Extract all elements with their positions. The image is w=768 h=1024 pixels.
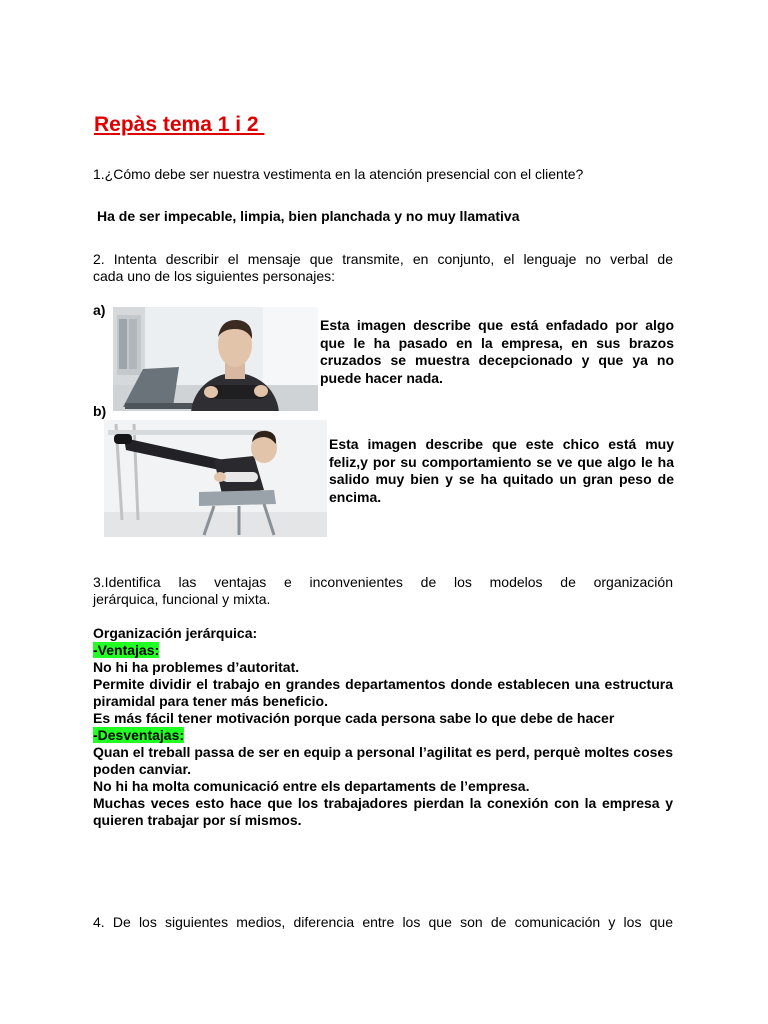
option-a-label: a) (93, 302, 106, 318)
disadvantages-label: -Desventajas: (93, 727, 185, 743)
organization-section (93, 625, 673, 829)
page-title: Repàs tema 1 i 2 (94, 113, 265, 136)
question-2-line-2: cada uno de los siguientes personajes: (93, 268, 336, 284)
question-4-line-1: 4. De los siguientes medios, diferencia entre los que son de comunicación y los que (93, 914, 673, 930)
question-1: 1.¿Cómo debe ser nuestra vestimenta en la atención presencial con el cliente? (93, 166, 584, 182)
disadvantage-item: No hi ha molta comunicació entre els departaments de l’empresa. (93, 778, 530, 794)
disadvantage-item: Quan el treball passa de ser en equip a personal l’agilitat es perd, perquè moltes coses poden canviar. (93, 744, 673, 777)
disadvantage-item: Muchas veces esto hace que los trabajadores pierdan la conexión con la empresa y quieren trabajar por sí mismos. (93, 795, 673, 828)
option-b-label: b) (93, 403, 107, 419)
advantage-item: Permite dividir el trabajo en grandes departamentos donde establecen una estructura piramidal para tener más beneficio. (93, 676, 673, 709)
advantages-label: -Ventajas: (93, 642, 160, 658)
photo-angry-man (113, 307, 318, 411)
section-heading: Organización jerárquica: (93, 625, 258, 641)
question-2-line-1: 2. Intenta describir el mensaje que transmite, en conjunto, el lenguaje no verbal de (93, 251, 673, 267)
option-b-description: Esta imagen describe que este chico está muy feliz,y por su comportamiento se ve que algo le ha salido muy bien y se ha quitado un gran peso de encima. (329, 436, 674, 505)
question-3-line-2: jerárquica, funcional y mixta. (93, 591, 271, 607)
photo-relaxed-man (104, 420, 327, 537)
advantage-item: No hi ha problemes d’autoritat. (93, 659, 300, 675)
photo-relaxed-man-illustration (104, 420, 327, 537)
advantage-item: Es más fácil tener motivación porque cada persona sabe lo que debe de hacer (93, 710, 615, 726)
option-a-description: Esta imagen describe que está enfadado por algo que le ha pasado en la empresa, en sus brazos cruzados se muestra decepcionado y que ya no puede hacer nada. (320, 317, 674, 386)
question-3-line-1: 3.Identifica las ventajas e inconvenientes de los modelos de organización (93, 574, 673, 590)
answer-1: Ha de ser impecable, limpia, bien planchada y no muy llamativa (97, 208, 520, 224)
photo-angry-man-illustration (113, 307, 318, 411)
